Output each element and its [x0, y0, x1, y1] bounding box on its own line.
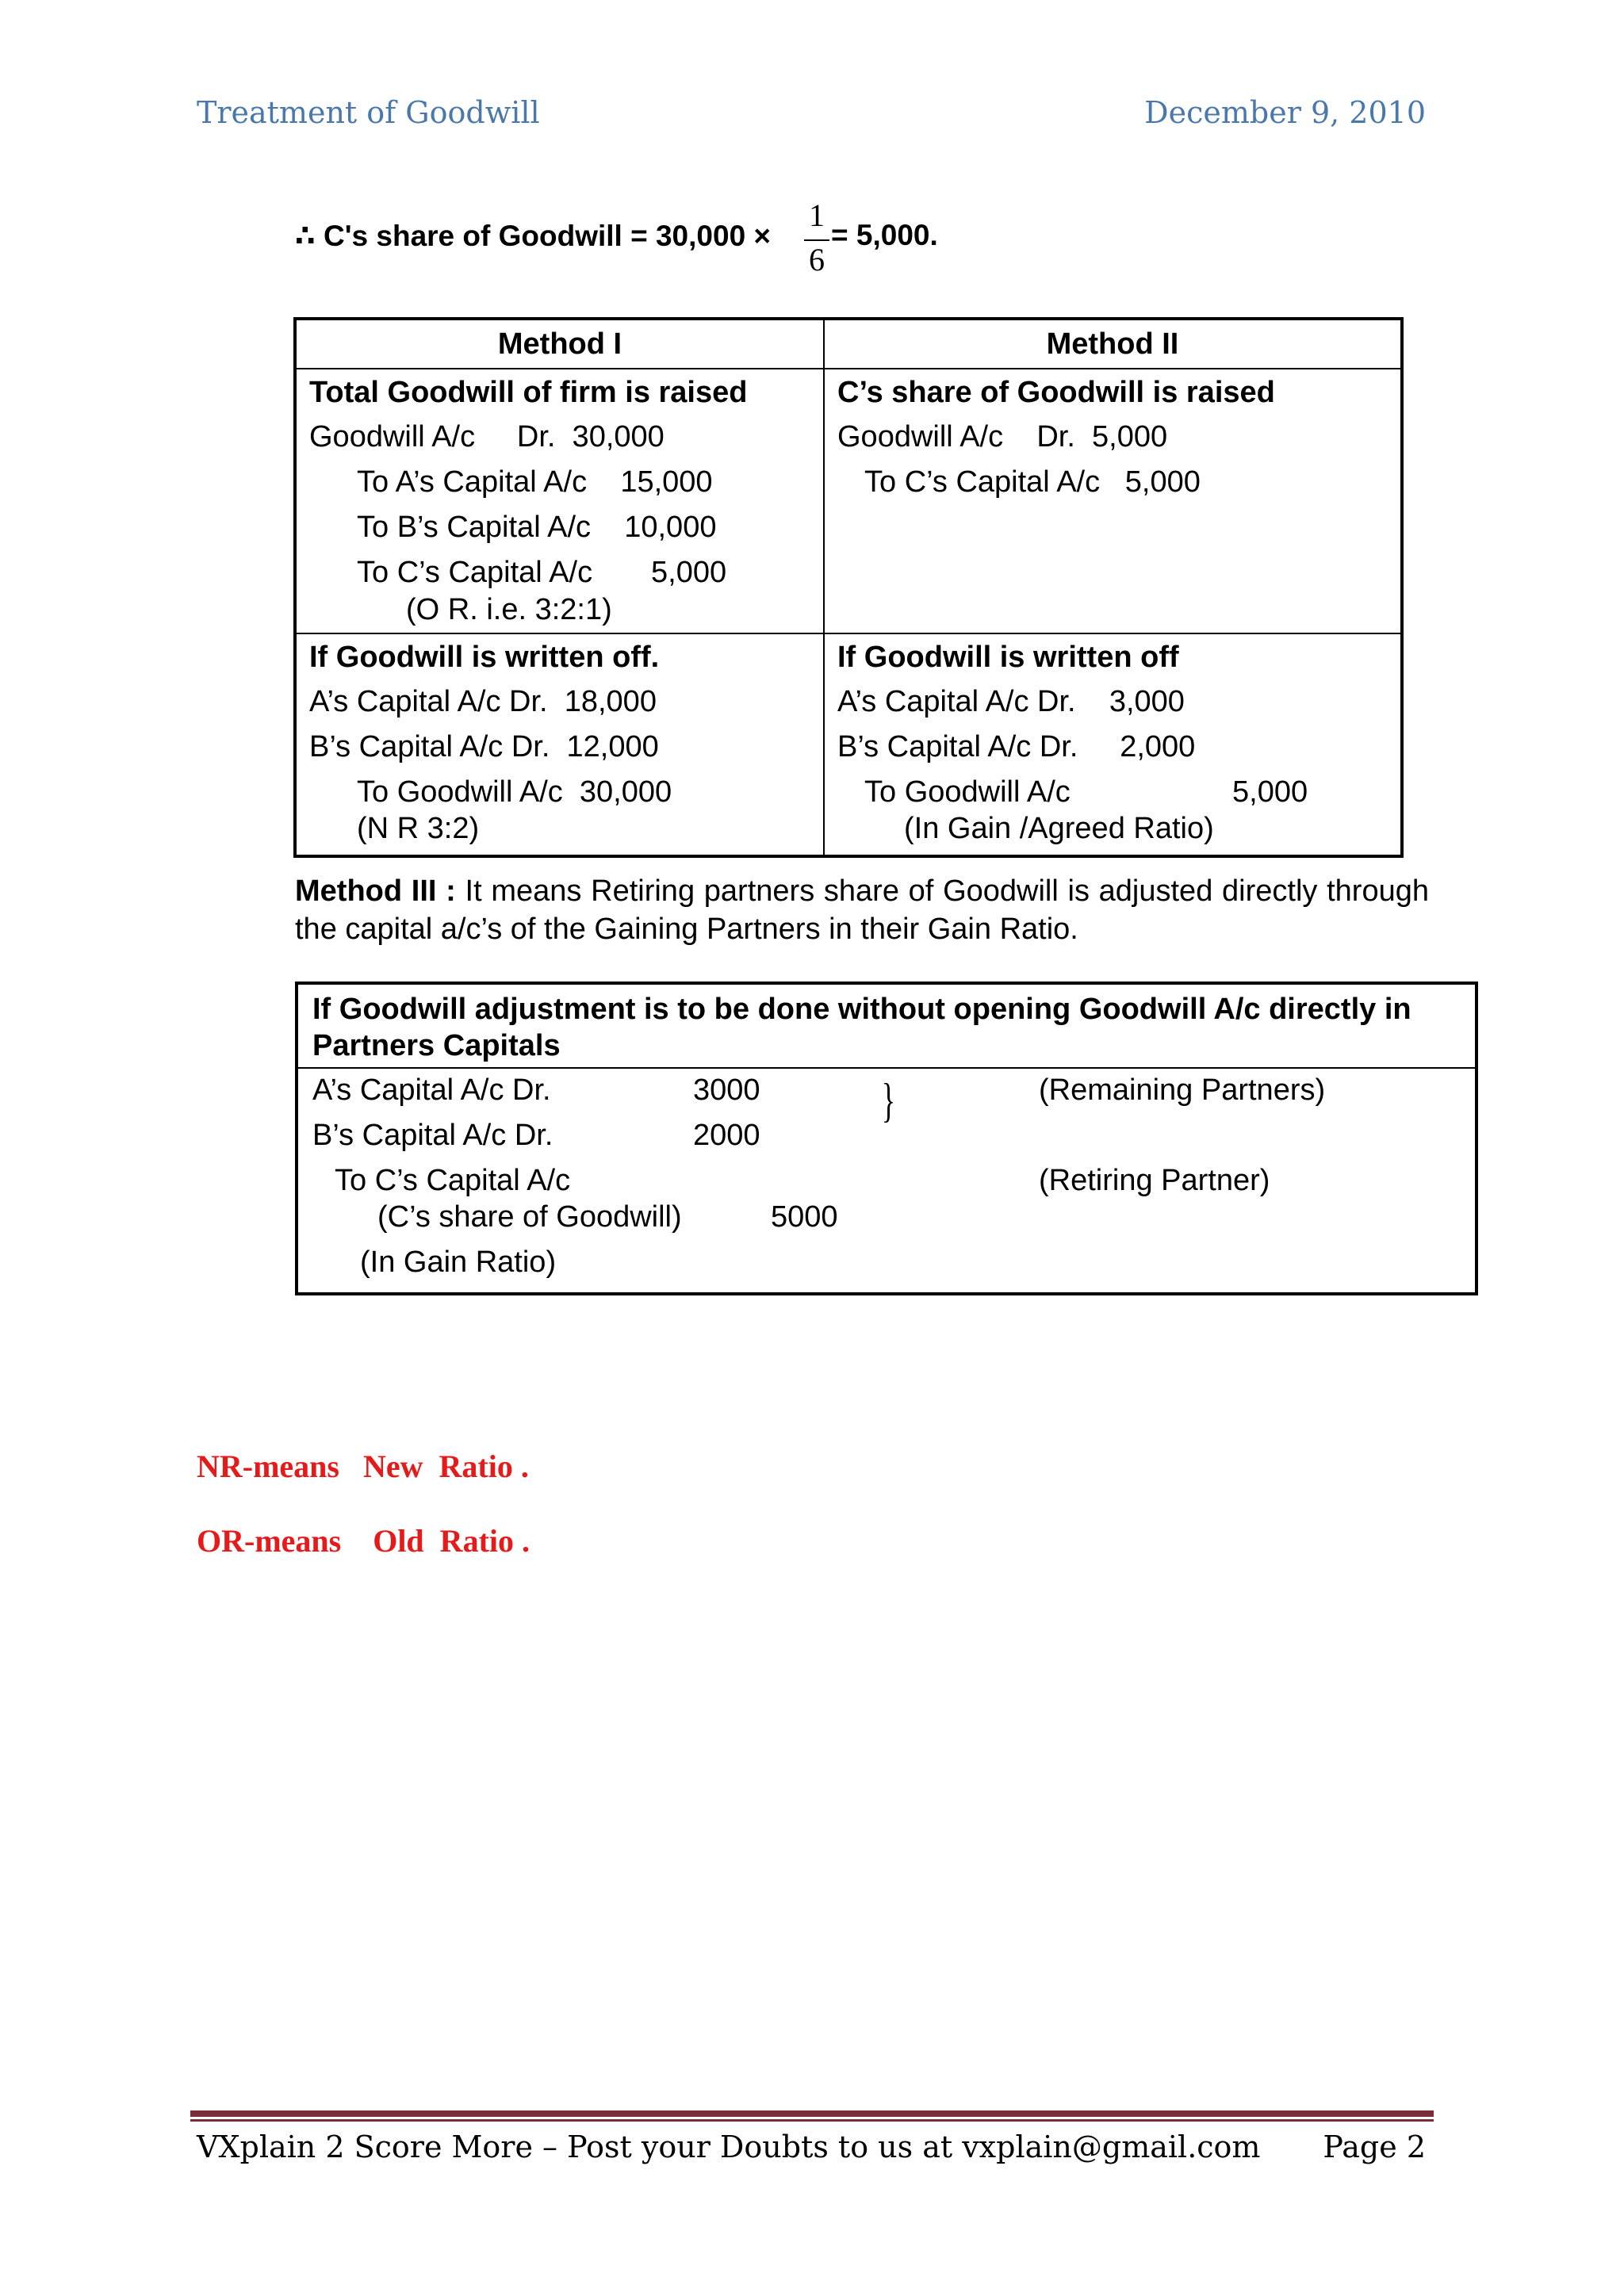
method-2-header: Method II: [824, 319, 1402, 369]
fraction-denominator: 6: [809, 242, 825, 277]
method-3-description: [295, 872, 1429, 948]
direct-adjustment-header-cell: [297, 983, 1477, 1068]
method-1-writeoff-b: B’s Capital A/c Dr. 12,000: [309, 730, 659, 763]
method-2-writeoff-a: A’s Capital A/c Dr. 3,000: [837, 685, 1185, 718]
method-2-raise-title: C’s share of Goodwill is raised: [837, 376, 1275, 409]
gain-ratio-note: (In Gain Ratio): [360, 1246, 557, 1279]
method-1-raise-ratio: (O R. i.e. 3:2:1): [406, 593, 612, 626]
method-1-writeoff-title: If Goodwill is written off.: [309, 641, 660, 674]
method-2-writeoff-ratio: (In Gain /Agreed Ratio): [904, 812, 1214, 845]
method-2-raise-to-c: To C’s Capital A/c 5,000: [864, 465, 1201, 499]
method-2-raise-entry: Goodwill A/c Dr. 5,000: [837, 420, 1168, 453]
footer-rule-thick: [190, 2110, 1434, 2117]
formula-result: = 5,000.: [831, 219, 938, 251]
or-definition: OR-means Old Ratio .: [197, 1523, 530, 1559]
brace: }: [881, 1074, 896, 1127]
page-header-date: December 9, 2010: [1144, 95, 1426, 130]
method-2-writeoff-cell: [824, 633, 1402, 856]
method-2-raise-cell: [824, 369, 1402, 633]
method-1-raise-to-a: To A’s Capital A/c 15,000: [357, 465, 713, 499]
method-2-writeoff-to-goodwill: To Goodwill A/c: [864, 775, 1071, 809]
method-1-writeoff-a: A’s Capital A/c Dr. 18,000: [309, 685, 657, 718]
remaining-partners-note: (Remaining Partners): [1039, 1073, 1326, 1107]
direct-adjustment-body-cell: [297, 1068, 1477, 1294]
row-b-label: B’s Capital A/c Dr.: [312, 1119, 553, 1152]
method-1-raise-to-b: To B’s Capital A/c 10,000: [357, 511, 717, 544]
direct-adjustment-header: If Goodwill adjustment is to be done without opening Goodwill A/c directly in Partners Capitals: [312, 993, 1411, 1062]
page-number: Page 2: [1323, 2130, 1426, 2164]
method-3-label: Method III :: [295, 874, 456, 908]
method-1-writeoff-to-goodwill: To Goodwill A/c 30,000: [357, 775, 672, 809]
fraction-numerator: 1: [809, 197, 825, 233]
method-1-header: Method I: [295, 319, 824, 369]
retiring-partner-note: (Retiring Partner): [1039, 1164, 1270, 1197]
method-2-writeoff-b: B’s Capital A/c Dr. 2,000: [837, 730, 1196, 763]
footer-rule-thin: [190, 2119, 1434, 2122]
direct-adjustment-table: [295, 982, 1478, 1295]
c-share-amount: 5000: [771, 1200, 838, 1234]
method-2-writeoff-amount: 5,000: [1232, 775, 1308, 809]
page-header-title: Treatment of Goodwill: [197, 95, 540, 130]
row-a-label: A’s Capital A/c Dr.: [312, 1073, 551, 1107]
row-a-amount: 3000: [693, 1073, 760, 1107]
method-2-writeoff-title: If Goodwill is written off: [837, 641, 1179, 674]
method-1-raise-cell: [295, 369, 824, 633]
formula-lead: ∴ C's share of Goodwill = 30,000 ×: [295, 220, 772, 252]
row-b-amount: 2000: [693, 1119, 760, 1152]
method-1-writeoff-ratio: (N R 3:2): [357, 812, 480, 845]
method-1-writeoff-cell: [295, 633, 824, 856]
footer-text: VXplain 2 Score More – Post your Doubts to us at vxplain@gmail.com: [197, 2130, 1261, 2164]
method-1-raise-to-c: To C’s Capital A/c 5,000: [357, 556, 727, 589]
to-c-capital: To C’s Capital A/c: [335, 1164, 571, 1197]
method-3-text: It means Retiring partners share of Goodwill is adjusted directly through the capital a/c’s of the Gaining Partners in their Gain Ratio.: [295, 874, 1429, 946]
c-share-of-goodwill: (C’s share of Goodwill): [377, 1200, 682, 1234]
method-1-raise-title: Total Goodwill of firm is raised: [309, 376, 748, 409]
methods-comparison-table: [293, 317, 1404, 858]
nr-definition: NR-means New Ratio .: [197, 1448, 529, 1484]
method-1-raise-entry: Goodwill A/c Dr. 30,000: [309, 420, 665, 453]
